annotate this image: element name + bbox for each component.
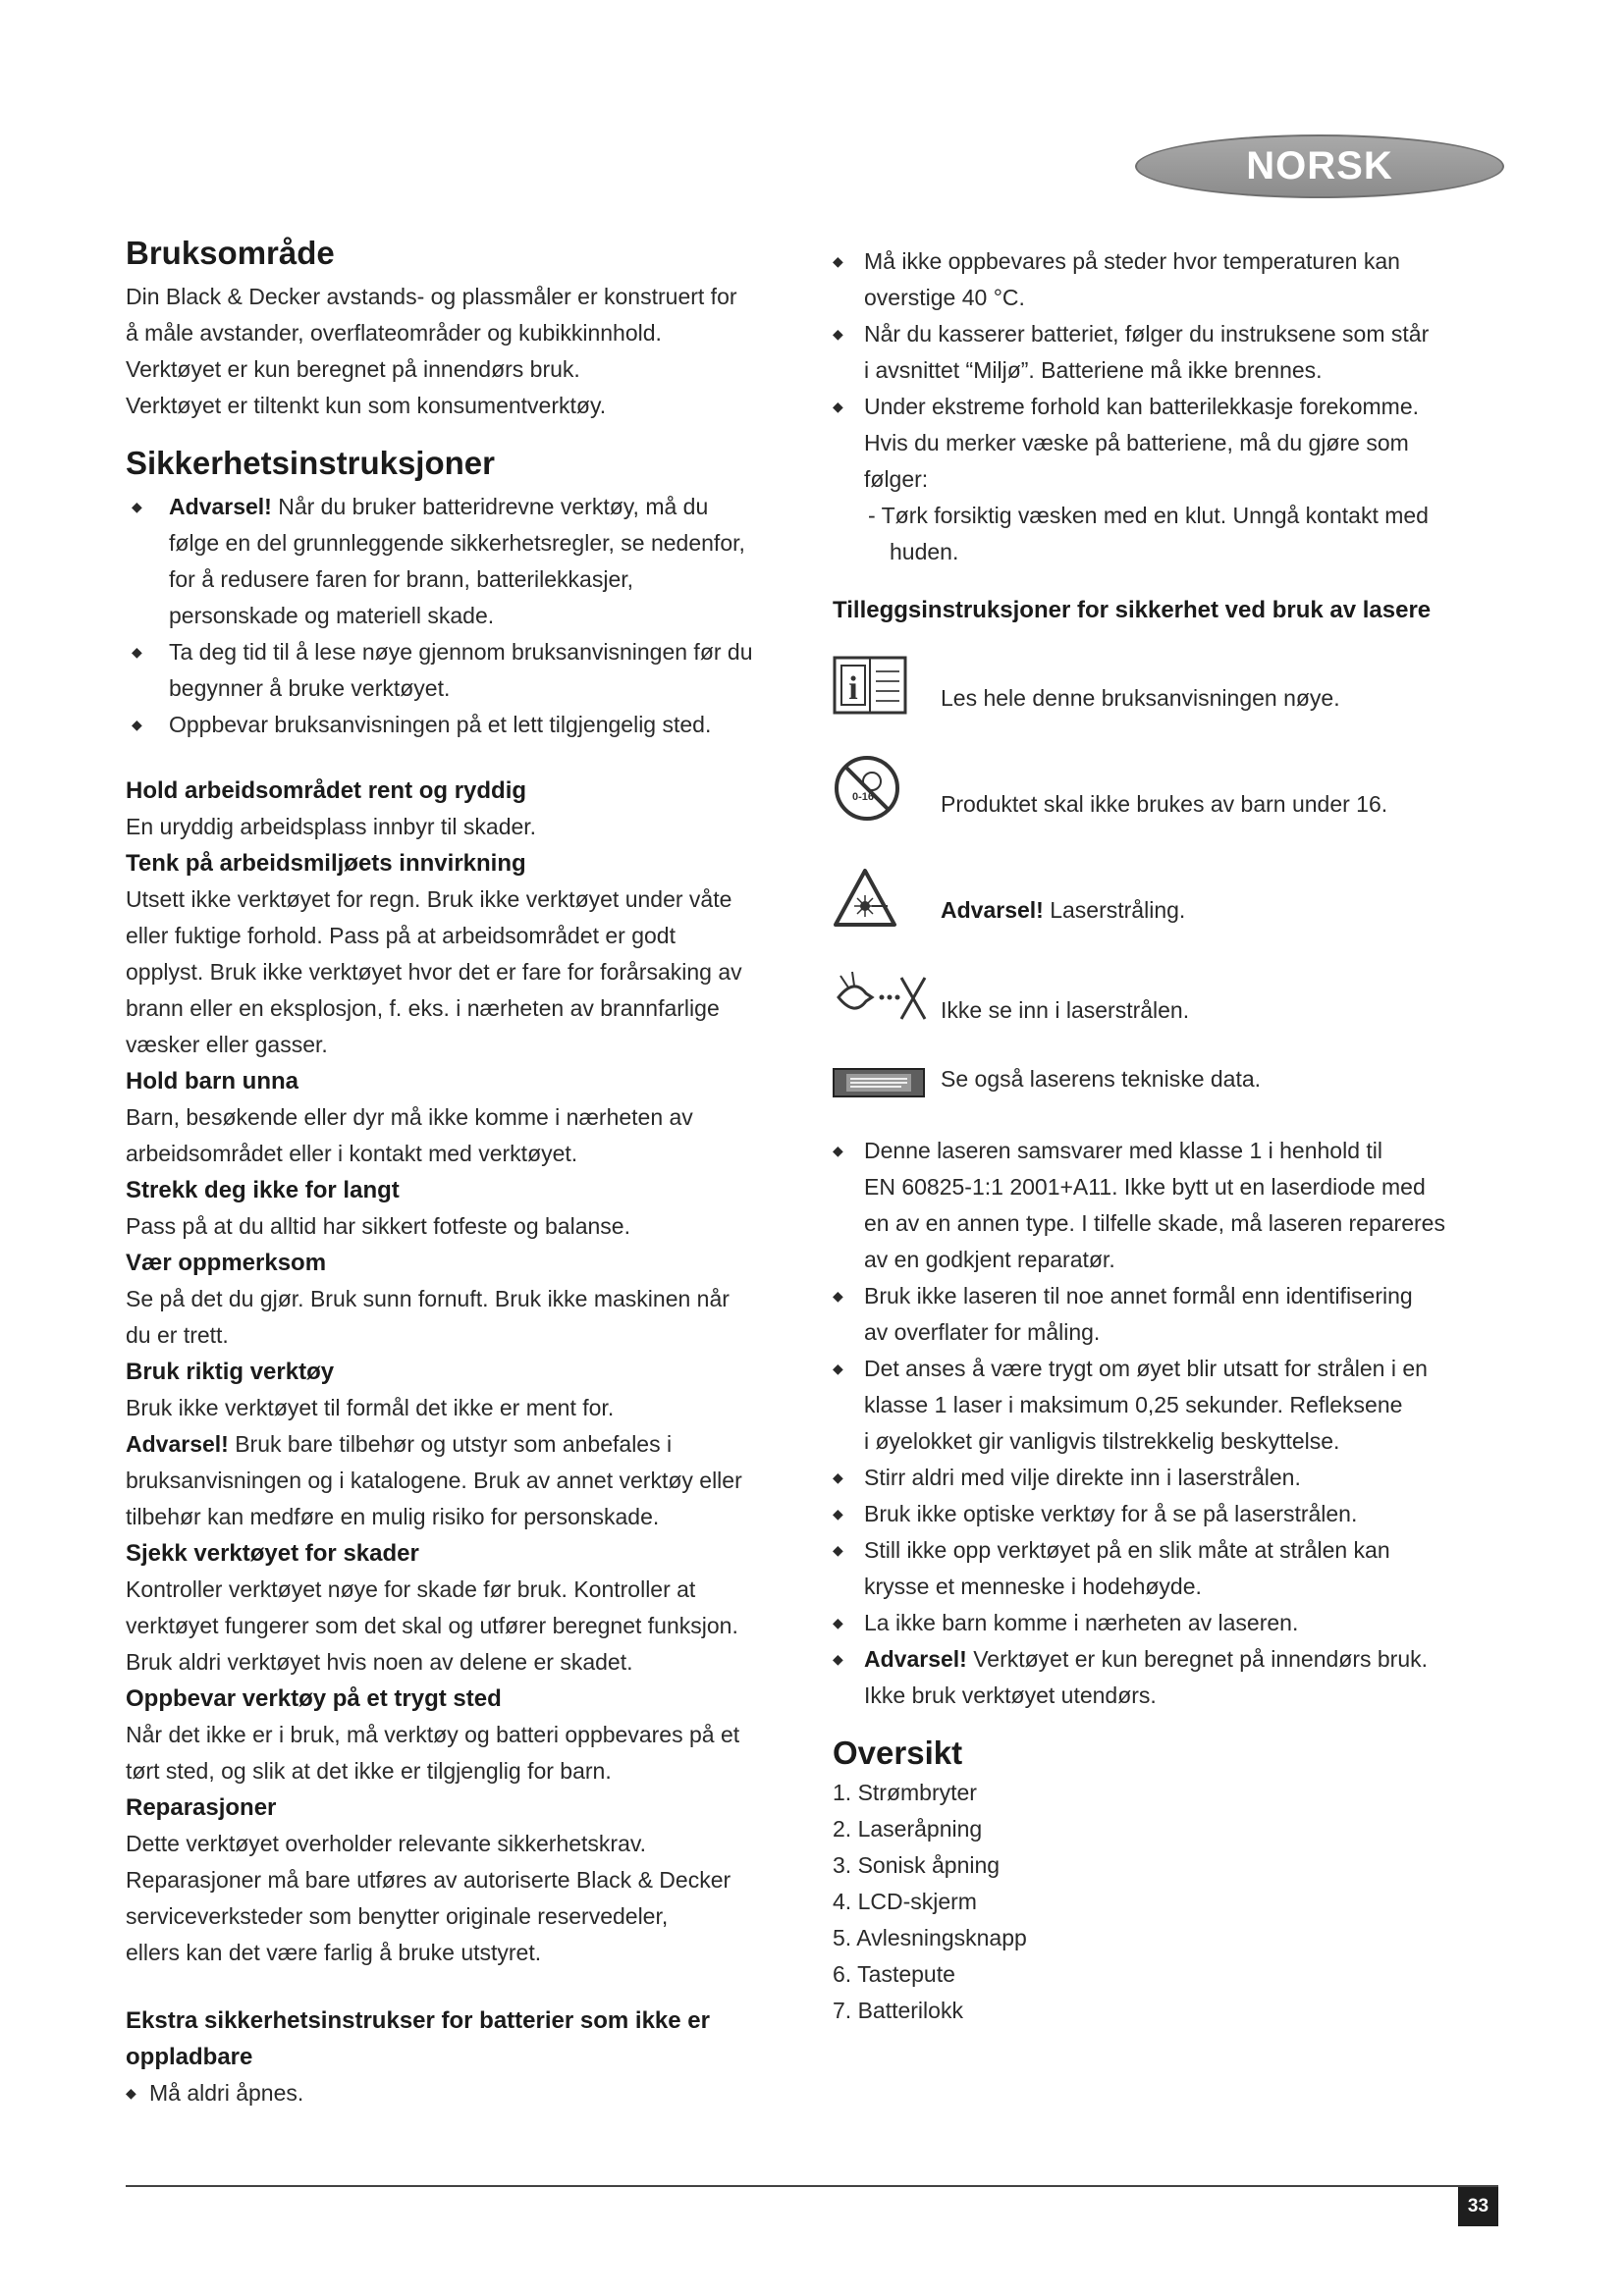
language-tab: NORSK — [1135, 134, 1504, 198]
text-line: å måle avstander, overflateområder og kubikkinnhold. — [126, 320, 662, 346]
icon-caption: Produktet skal ikke brukes av barn under 16. — [941, 791, 1388, 817]
text-line: Stirr aldri med vilje direkte inn i laserstrålen. — [864, 1465, 1301, 1490]
subheading: Bruk riktig verktøy — [126, 1359, 335, 1385]
text-line: Bruk ikke optiske verktøy for å se på laserstrålen. — [864, 1501, 1358, 1526]
diamond-bullet-icon: ◆ — [833, 1469, 843, 1485]
text-line: krysse et menneske i hodehøyde. — [864, 1574, 1202, 1599]
icon-row-eye — [833, 958, 1510, 1029]
text-line: Denne laseren samsvarer med klasse 1 i henhold til — [864, 1138, 1382, 1163]
text-line: EN 60825-1:1 2001+A11. Ikke bytt ut en laserdiode med — [864, 1174, 1426, 1200]
text-line: Utsett ikke verktøyet for regn. Bruk ikke verktøyet under våte — [126, 886, 732, 912]
text-line: Reparasjoner må bare utføres av autoriserte Black & Decker — [126, 1867, 731, 1893]
text-line: Bruk bare tilbehør og utstyr som anbefales i — [228, 1431, 673, 1457]
text-line: Hvis du merker væske på batteriene, må du gjøre som — [864, 430, 1409, 455]
text-line: av overflater for måling. — [864, 1319, 1101, 1345]
text-line: eller fuktige forhold. Pass på at arbeidsområdet er godt — [126, 923, 676, 948]
text-line: Pass på at du alltid har sikkert fotfeste og balanse. — [126, 1213, 630, 1239]
text-line: brann eller en eksplosjon, f. eks. i nærheten av brannfarlige — [126, 995, 720, 1021]
text-line: Det anses å være trygt om øyet blir utsatt for strålen i en — [864, 1356, 1428, 1381]
text-line: Når du kasserer batteriet, følger du instruksene som står — [864, 321, 1430, 347]
diamond-bullet-icon: ◆ — [132, 644, 142, 660]
heading-bruksomrade: Bruksområde — [126, 235, 335, 271]
text-line: en av en annen type. I tilfelle skade, må laseren repareres — [864, 1210, 1445, 1236]
bullet-item — [833, 1605, 1510, 1641]
laser-warning-icon-box — [833, 868, 941, 929]
bullet-item — [126, 2075, 793, 2111]
text-line: Barn, besøkende eller dyr må ikke komme i nærheten av — [126, 1104, 693, 1130]
left-column — [126, 234, 793, 2111]
laser-warning-icon — [833, 868, 897, 929]
text-line: opplyst. Bruk ikke verktøyet hvor det er fare for forårsaking av — [126, 959, 742, 985]
text-line: Når du bruker batteridrevne verktøy, må du — [271, 494, 709, 519]
text-line: tilbehør kan medføre en mulig risiko for personskade. — [126, 1504, 660, 1529]
dash-item — [860, 498, 1510, 570]
age-label: 0-16 — [852, 791, 875, 803]
text-line: La ikke barn komme i nærheten av laseren. — [864, 1610, 1299, 1635]
diamond-bullet-icon: ◆ — [833, 1615, 843, 1630]
text-line: Laserstråling. — [1043, 897, 1186, 923]
subheading: Vær oppmerksom — [126, 1250, 327, 1276]
diamond-bullet-icon: ◆ — [833, 326, 843, 342]
diamond-bullet-icon: ◆ — [833, 1542, 843, 1558]
text-line: verktøyet fungerer som det skal og utfører beregnet funksjon. — [126, 1613, 738, 1638]
text-line: Se på det du gjør. Bruk sunn fornuft. Bruk ikke maskinen når — [126, 1286, 730, 1311]
bullet-item — [833, 1641, 1510, 1714]
list-item: 1. Strømbryter — [833, 1780, 977, 1805]
right-column — [833, 243, 1510, 2029]
list-item: 5. Avlesningsknapp — [833, 1925, 1027, 1950]
text-line: overstige 40 °C. — [864, 285, 1025, 310]
laser-data-label-icon — [833, 1068, 925, 1097]
text-line: følge en del grunnleggende sikkerhetsregler, se nedenfor, — [169, 530, 745, 556]
text-line: Må aldri åpnes. — [149, 2080, 304, 2106]
text-line: av en godkjent reparatør. — [864, 1247, 1115, 1272]
text-line: serviceverksteder som benytter originale reservedeler, — [126, 1903, 669, 1929]
bullet-item — [833, 243, 1510, 316]
text-line: klasse 1 laser i maksimum 0,25 sekunder. Refleksene — [864, 1392, 1403, 1417]
text-line: Verktøyet er kun beregnet på innendørs bruk. — [966, 1646, 1429, 1672]
icon-caption — [941, 892, 1185, 929]
diamond-bullet-icon: ◆ — [833, 399, 843, 414]
list-item: 3. Sonisk åpning — [833, 1852, 1001, 1878]
subheading: Oppbevar verktøy på et trygt sted — [126, 1685, 502, 1712]
bullet-item — [126, 707, 793, 743]
text-line: Oppbevar bruksanvisningen på et lett tilgjengelig sted. — [169, 712, 712, 737]
text-line: væsker eller gasser. — [126, 1032, 328, 1057]
icon-row-children — [833, 744, 1510, 823]
icon-caption: Les hele denne bruksanvisningen nøye. — [941, 685, 1340, 711]
list-item: 6. Tastepute — [833, 1961, 955, 1987]
text-line: følger: — [864, 466, 929, 492]
text-line: i øyelokket gir vanligvis tilstrekkelig beskyttelse. — [864, 1428, 1340, 1454]
text-line: Når det ikke er i bruk, må verktøy og batteri oppbevares på et — [126, 1722, 740, 1747]
subheading: Tenk på arbeidsmiljøets innvirkning — [126, 850, 526, 877]
icon-caption: Ikke se inn i laserstrålen. — [941, 997, 1190, 1023]
subheading: Hold arbeidsområdet rent og ryddig — [126, 777, 527, 804]
bullet-item — [833, 389, 1510, 498]
diamond-bullet-icon: ◆ — [833, 1506, 843, 1522]
text-line: Ta deg tid til å lese nøye gjennom bruksanvisningen før du — [169, 639, 753, 665]
list-item: 2. Laseråpning — [833, 1816, 983, 1842]
warning-label: Advarsel! — [864, 1646, 967, 1672]
text-line: Må ikke oppbevares på steder hvor temperaturen kan — [864, 248, 1400, 274]
bullet-item — [833, 1496, 1510, 1532]
icon-row-manual — [833, 644, 1510, 717]
diamond-bullet-icon: ◆ — [132, 717, 142, 732]
read-manual-icon — [833, 656, 907, 717]
text-line: Bruk aldri verktøyet hvis noen av delene er skadet. — [126, 1649, 633, 1675]
text-line: i avsnittet “Miljø”. Batteriene må ikke brennes. — [864, 357, 1323, 383]
bullet-item — [833, 316, 1510, 389]
laser-heading: Tilleggsinstruksjoner for sikkerhet ved bruk av lasere — [833, 597, 1432, 623]
subheading: Hold barn unna — [126, 1068, 298, 1095]
heading-oversikt: Oversikt — [833, 1735, 963, 1771]
bullet-item — [126, 634, 793, 707]
subheading: oppladbare — [126, 2044, 253, 2070]
bullet-item — [833, 1532, 1510, 1605]
text-line: Bruk ikke laseren til noe annet formål enn identifisering — [864, 1283, 1413, 1308]
eye-icon-box — [833, 966, 941, 1029]
text-line: Ikke bruk verktøyet utendørs. — [864, 1682, 1157, 1708]
bullet-item — [833, 1460, 1510, 1496]
subheading: Reparasjoner — [126, 1794, 277, 1821]
no-look-laser-icon — [833, 966, 931, 1029]
diamond-bullet-icon: ◆ — [833, 1651, 843, 1667]
text-line: tørt sted, og slik at det ikke er tilgjenglig for barn. — [126, 1758, 612, 1784]
text-line — [126, 1426, 793, 1463]
text-line: personskade og materiell skade. — [169, 603, 495, 628]
overview-list — [833, 1775, 1510, 2029]
text-line: bruksanvisningen og i katalogene. Bruk av annet verktøy eller — [126, 1468, 742, 1493]
text-line: Still ikke opp verktøyet på en slik måte at strålen kan — [864, 1537, 1390, 1563]
manual-icon-box — [833, 656, 941, 717]
warning-label: Advarsel! — [126, 1431, 229, 1457]
text-line: En uryddig arbeidsplass innbyr til skader. — [126, 814, 537, 839]
text-line: - Tørk forsiktig væsken med en klut. Unngå kontakt med — [868, 503, 1429, 528]
warning-label: Advarsel! — [169, 494, 272, 519]
no-children-icon — [833, 754, 901, 823]
data-icon-box — [833, 1068, 941, 1097]
text-line: huden. — [890, 539, 959, 564]
footer-divider — [126, 2185, 1498, 2187]
bullet-item — [833, 1133, 1510, 1278]
text-line: arbeidsområdet eller i kontakt med verktøyet. — [126, 1141, 578, 1166]
icon-row-laser-warning — [833, 850, 1510, 929]
subheading: Strekk deg ikke for langt — [126, 1177, 400, 1203]
diamond-bullet-icon: ◆ — [126, 2085, 136, 2101]
icon-row-data — [833, 1046, 1510, 1097]
icon-caption: Se også laserens tekniske data. — [941, 1066, 1262, 1092]
page-number: 33 — [1458, 2187, 1498, 2226]
children-icon-box — [833, 754, 941, 823]
text-line: Bruk ikke verktøyet til formål det ikke er ment for. — [126, 1395, 615, 1420]
text-line: begynner å bruke verktøyet. — [169, 675, 451, 701]
text-line: ellers kan det være farlig å bruke utstyret. — [126, 1940, 542, 1965]
diamond-bullet-icon: ◆ — [132, 499, 142, 514]
diamond-bullet-icon: ◆ — [833, 1288, 843, 1304]
text-line: Verktøyet er kun beregnet på innendørs bruk. — [126, 356, 580, 382]
heading-sikkerhet: Sikkerhetsinstruksjoner — [126, 445, 495, 481]
list-item: 4. LCD-skjerm — [833, 1889, 977, 1914]
text-line: Dette verktøyet overholder relevante sikkerhetskrav. — [126, 1831, 647, 1856]
bullet-item — [126, 489, 793, 634]
diamond-bullet-icon: ◆ — [833, 1361, 843, 1376]
text-line: du er trett. — [126, 1322, 229, 1348]
warning-label: Advarsel! — [941, 897, 1044, 923]
list-item: 7. Batterilokk — [833, 1998, 963, 2023]
diamond-bullet-icon: ◆ — [833, 253, 843, 269]
subheading: Ekstra sikkerhetsinstrukser for batterier som ikke er — [126, 2007, 710, 2034]
text-line: Kontroller verktøyet nøye for skade før bruk. Kontroller at — [126, 1576, 696, 1602]
subheading: Sjekk verktøyet for skader — [126, 1540, 419, 1567]
bullet-item — [833, 1278, 1510, 1351]
text-line: Verktøyet er tiltenkt kun som konsumentverktøy. — [126, 393, 607, 418]
text-line: Under ekstreme forhold kan batterilekkasje forekomme. — [864, 394, 1420, 419]
svg-text:i: i — [848, 670, 858, 707]
bullet-item — [833, 1351, 1510, 1460]
diamond-bullet-icon: ◆ — [833, 1143, 843, 1158]
text-line: Din Black & Decker avstands- og plassmåler er konstruert for — [126, 284, 737, 309]
text-line: for å redusere faren for brann, batterilekkasjer, — [169, 566, 634, 592]
